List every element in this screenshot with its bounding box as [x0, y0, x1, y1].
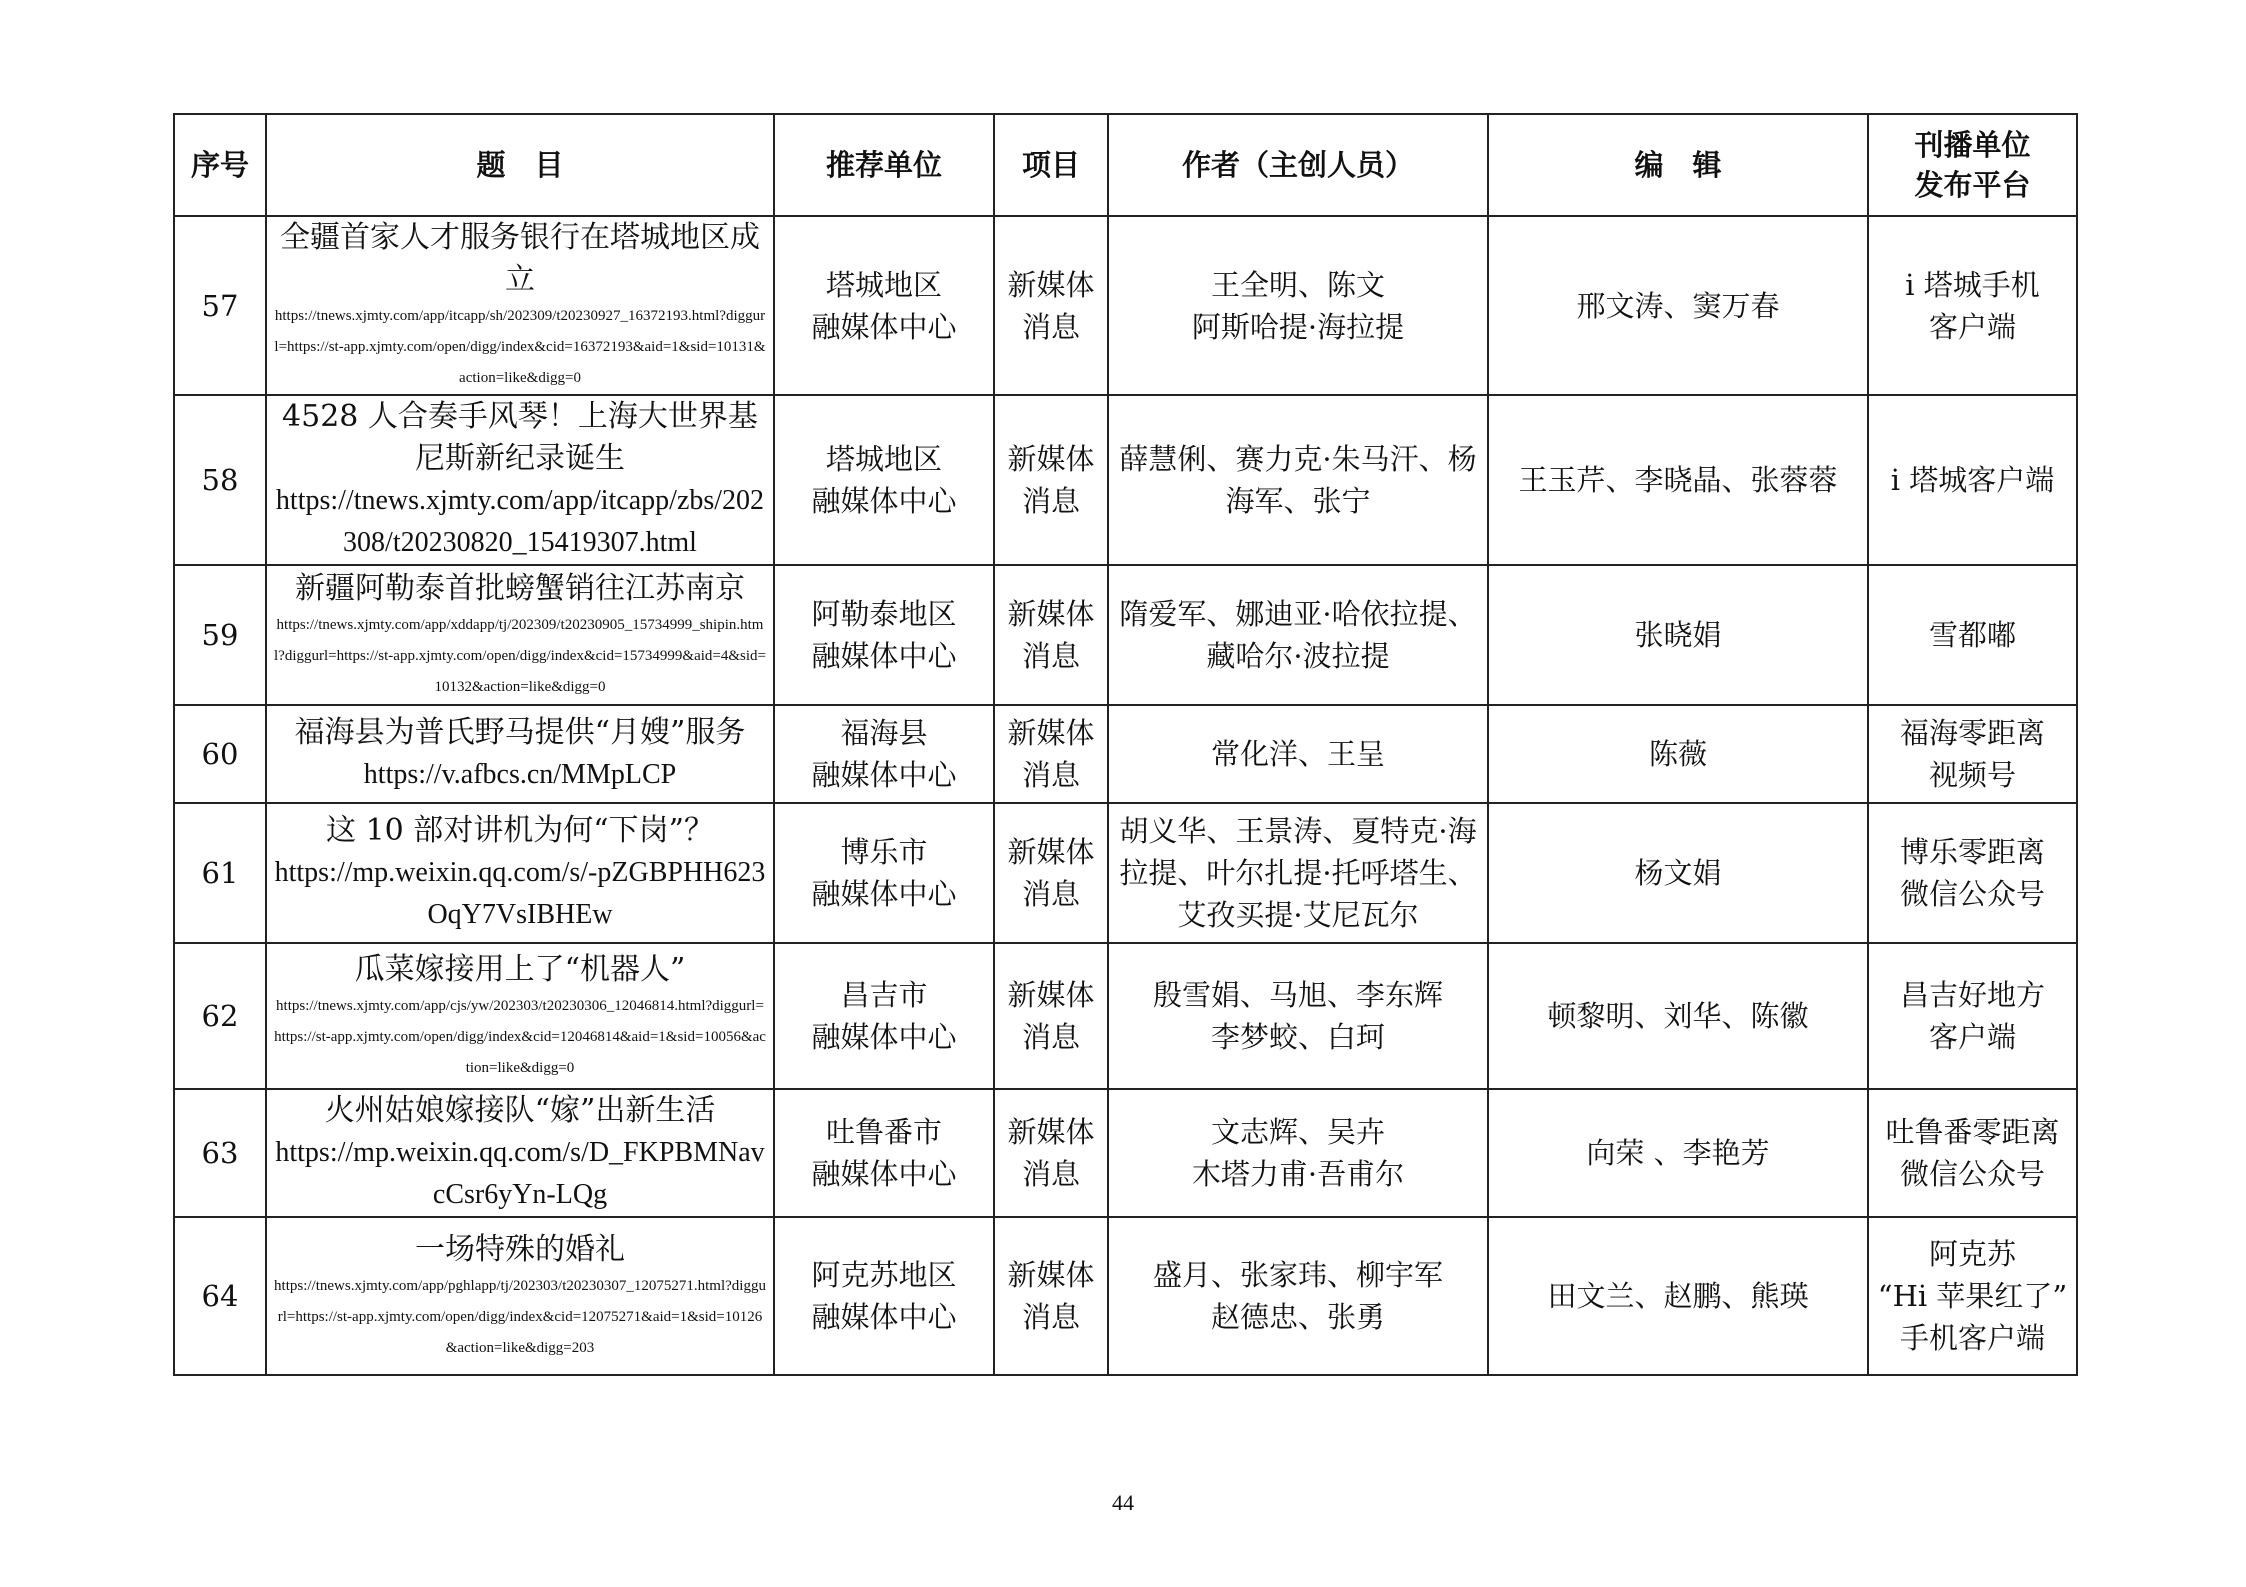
table-row	[174, 705, 2077, 803]
title-cell	[266, 705, 774, 803]
entry-title: 这 10 部对讲机为何“下岗”？	[326, 813, 714, 848]
authors: 胡义华、王景涛、夏特克·海拉提、叶尔扎提·托呼塔生、艾孜买提·艾尼瓦尔	[1108, 803, 1488, 943]
publish-platform: 吐鲁番零距离 微信公众号	[1868, 1089, 2077, 1217]
title-cell	[266, 395, 774, 565]
item-type: 新媒体 消息	[994, 1217, 1108, 1375]
recommending-unit: 吐鲁番市 融媒体中心	[774, 1089, 994, 1217]
title-cell	[266, 803, 774, 943]
header-unit: 推荐单位	[774, 114, 994, 216]
row-number: 64	[174, 1217, 266, 1375]
table-row	[174, 943, 2077, 1089]
page-number: 44	[1112, 1490, 1134, 1515]
header-title: 题 目	[266, 114, 774, 216]
entry-url[interactable]: https://mp.weixin.qq.com/s/D_FKPBMNavcCsr6yYn-LQg	[275, 1137, 765, 1210]
title-cell	[266, 1089, 774, 1217]
row-number: 61	[174, 803, 266, 943]
publish-platform: 雪都嘟	[1868, 565, 2077, 705]
recommending-unit: 阿勒泰地区 融媒体中心	[774, 565, 994, 705]
editors: 向荣 、李艳芳	[1488, 1089, 1868, 1217]
authors: 薛慧俐、赛力克·朱马汗、杨海军、张宁	[1108, 395, 1488, 565]
item-type: 新媒体 消息	[994, 803, 1108, 943]
header-author: 作者（主创人员）	[1108, 114, 1488, 216]
authors: 盛月、张家玮、柳宇军 赵德忠、张勇	[1108, 1217, 1488, 1375]
editors: 田文兰、赵鹏、熊瑛	[1488, 1217, 1868, 1375]
entry-url[interactable]: https://tnews.xjmty.com/app/pghlapp/tj/202303/t20230307_12075271.html?diggurl=https://st-app.xjmty.com/open/digg/index&cid=12075271&aid=1&sid=10126&action=like&digg=203	[274, 1277, 766, 1356]
authors: 王全明、陈文 阿斯哈提·海拉提	[1108, 216, 1488, 395]
item-type: 新媒体 消息	[994, 395, 1108, 565]
table-row	[174, 216, 2077, 395]
title-cell	[266, 565, 774, 705]
recommending-unit: 福海县 融媒体中心	[774, 705, 994, 803]
editors: 张晓娟	[1488, 565, 1868, 705]
item-type: 新媒体 消息	[994, 705, 1108, 803]
publish-platform: 阿克苏 “Hi 苹果红了” 手机客户端	[1868, 1217, 2077, 1375]
entry-title: 火州姑娘嫁接队“嫁”出新生活	[324, 1093, 716, 1128]
table-row	[174, 1089, 2077, 1217]
table-header-row	[174, 114, 2077, 216]
editors: 杨文娟	[1488, 803, 1868, 943]
publish-platform: 昌吉好地方 客户端	[1868, 943, 2077, 1089]
table-row	[174, 1217, 2077, 1375]
editors: 陈薇	[1488, 705, 1868, 803]
header-no: 序号	[174, 114, 266, 216]
entry-url[interactable]: https://v.afbcs.cn/MMpLCP	[363, 759, 677, 790]
editors: 顿黎明、刘华、陈徽	[1488, 943, 1868, 1089]
authors: 常化洋、王呈	[1108, 705, 1488, 803]
entry-url[interactable]: https://mp.weixin.qq.com/s/-pZGBPHH623OqY7VsIBHEw	[274, 857, 766, 930]
row-number: 59	[174, 565, 266, 705]
recommending-unit: 博乐市 融媒体中心	[774, 803, 994, 943]
row-number: 57	[174, 216, 266, 395]
editors: 王玉芹、李晓晶、张蓉蓉	[1488, 395, 1868, 565]
row-number: 58	[174, 395, 266, 565]
item-type: 新媒体 消息	[994, 943, 1108, 1089]
title-cell	[266, 1217, 774, 1375]
title-cell	[266, 943, 774, 1089]
authors: 殷雪娟、马旭、李东辉 李梦蛟、白珂	[1108, 943, 1488, 1089]
item-type: 新媒体 消息	[994, 1089, 1108, 1217]
item-type: 新媒体 消息	[994, 216, 1108, 395]
row-number: 63	[174, 1089, 266, 1217]
publish-platform: i 塔城手机 客户端	[1868, 216, 2077, 395]
entry-title: 福海县为普氏野马提供“月嫂”服务	[294, 715, 746, 750]
entry-title: 新疆阿勒泰首批螃蟹销往江苏南京	[295, 570, 745, 606]
authors: 文志辉、吴卉 木塔力甫·吾甫尔	[1108, 1089, 1488, 1217]
item-type: 新媒体 消息	[994, 565, 1108, 705]
row-number: 60	[174, 705, 266, 803]
publish-platform: i 塔城客户端	[1868, 395, 2077, 565]
editors: 邢文涛、窦万春	[1488, 216, 1868, 395]
header-editor: 编 辑	[1488, 114, 1868, 216]
row-number: 62	[174, 943, 266, 1089]
entry-title: 4528 人合奏手风琴！上海大世界基尼斯新纪录诞生	[282, 399, 758, 476]
entry-url[interactable]: https://tnews.xjmty.com/app/itcapp/zbs/202308/t20230820_15419307.html	[275, 485, 765, 558]
entry-title: 一场特殊的婚礼	[415, 1231, 625, 1267]
authors: 隋爱军、娜迪亚·哈依拉提、藏哈尔·波拉提	[1108, 565, 1488, 705]
entry-url[interactable]: https://tnews.xjmty.com/app/cjs/yw/202303/t20230306_12046814.html?diggurl=https://st-app.xjmty.com/open/digg/index&cid=12046814&aid=1&sid=10056&action=like&digg=0	[274, 997, 766, 1076]
recommending-unit: 昌吉市 融媒体中心	[774, 943, 994, 1089]
entry-url[interactable]: https://tnews.xjmty.com/app/itcapp/sh/202309/t20230927_16372193.html?diggurl=https://st-app.xjmty.com/open/digg/index&cid=16372193&aid=1&sid=10131&action=like&digg=0	[274, 308, 766, 386]
title-cell	[266, 216, 774, 395]
header-platform: 刊播单位 发布平台	[1868, 114, 2077, 216]
header-item: 项目	[994, 114, 1108, 216]
entry-url[interactable]: https://tnews.xjmty.com/app/xddapp/tj/202309/t20230905_15734999_shipin.html?diggurl=https://st-app.xjmty.com/open/digg/index&cid=15734999&aid=4&sid=10132&action=like&digg=0	[274, 616, 766, 695]
recommending-unit: 塔城地区 融媒体中心	[774, 395, 994, 565]
awards-table	[173, 113, 2078, 1376]
recommending-unit: 阿克苏地区 融媒体中心	[774, 1217, 994, 1375]
publish-platform: 博乐零距离 微信公众号	[1868, 803, 2077, 943]
entry-title: 瓜菜嫁接用上了“机器人”	[354, 951, 686, 987]
table-row	[174, 565, 2077, 705]
publish-platform: 福海零距离 视频号	[1868, 705, 2077, 803]
table-row	[174, 803, 2077, 943]
recommending-unit: 塔城地区 融媒体中心	[774, 216, 994, 395]
entry-title: 全疆首家人才服务银行在塔城地区成立	[280, 220, 760, 297]
table-row	[174, 395, 2077, 565]
